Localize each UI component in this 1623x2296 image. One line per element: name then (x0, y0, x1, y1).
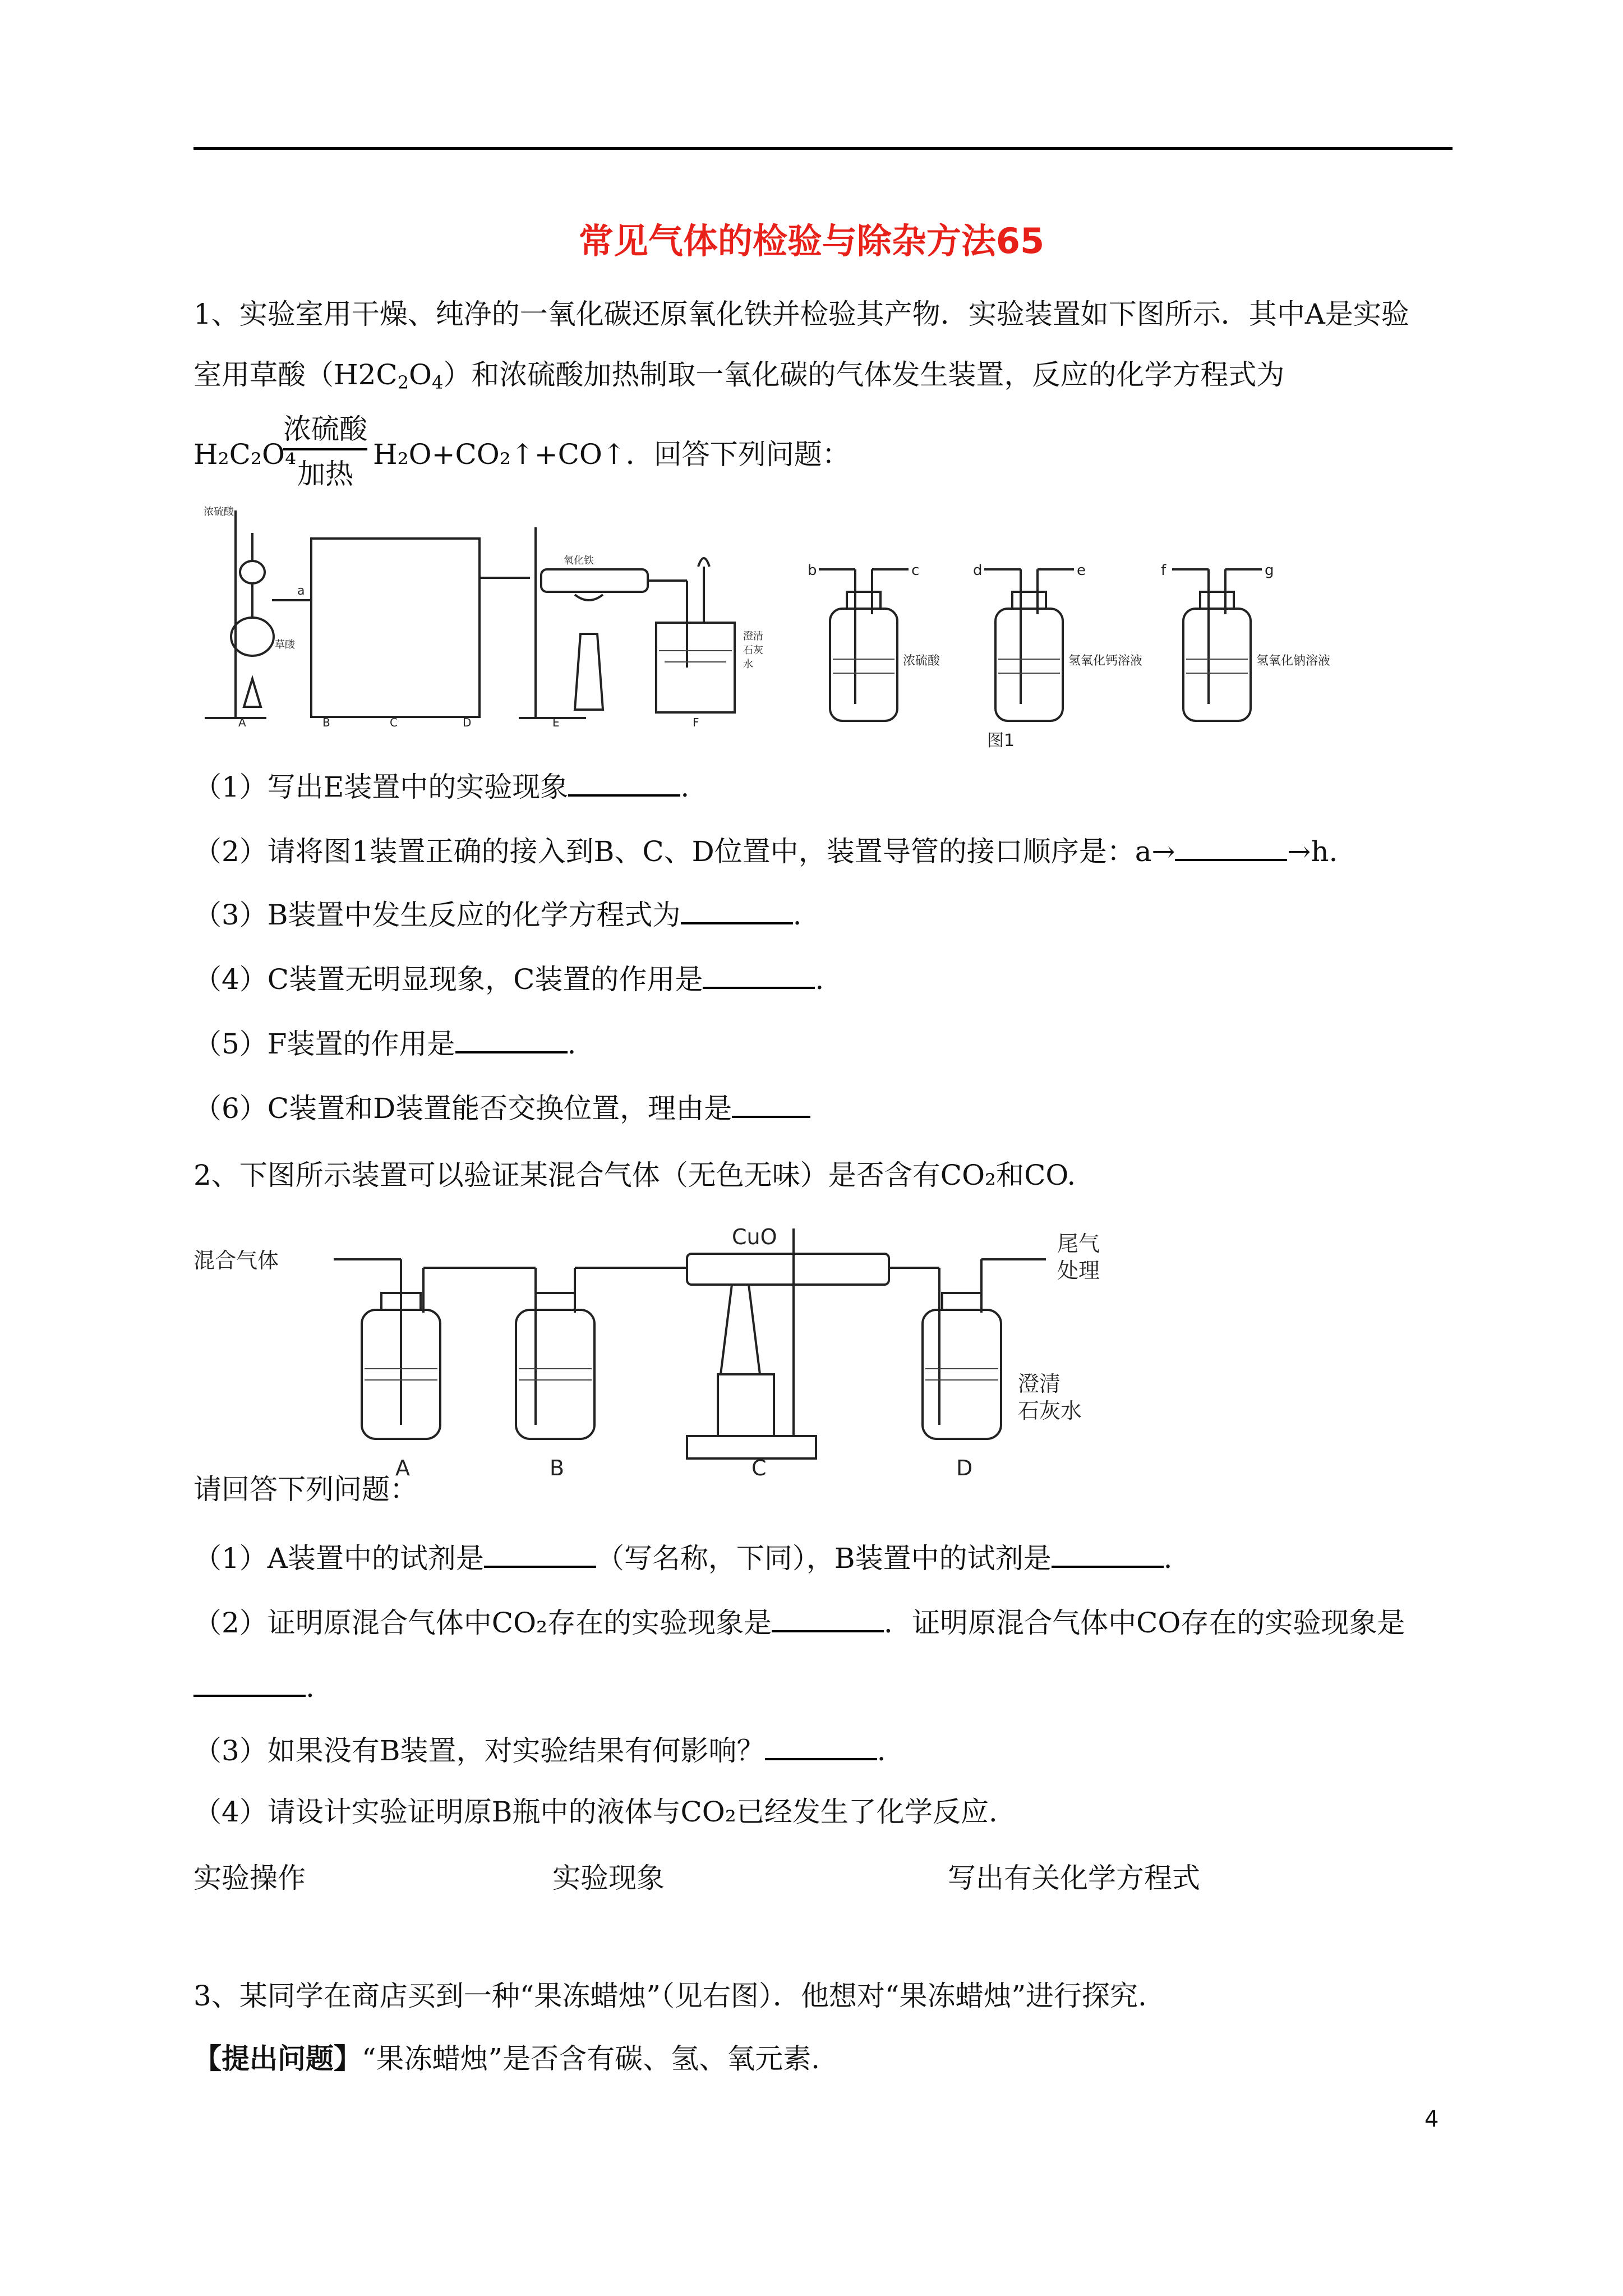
svg-text:石灰: 石灰 (743, 645, 763, 656)
q1-eq-lhs: H₂C₂O₄ (193, 438, 296, 471)
fig1-wash-bottles (808, 553, 1335, 760)
q1-eq-condition (283, 407, 367, 492)
q1-sub6: （6）C装置和D装置能否交换位置，理由是 (193, 1090, 810, 1125)
app-letter-a: A (238, 716, 246, 729)
app-letter-e: E (552, 716, 560, 729)
answer-blank (1052, 1540, 1164, 1568)
eq-condition-bottom: 加热 (297, 458, 353, 490)
port-g: g (1265, 562, 1274, 579)
q2-sub1: （1）A装置中的试剂是 （写名称，下同），B装置中的试剂是 . (193, 1540, 1173, 1575)
answer-blank (681, 896, 793, 924)
q2-sub2-cont: . (193, 1669, 315, 1704)
bottle-label-3: 氢氧化钠溶液 (1256, 654, 1331, 668)
fig2-letter-d: D (956, 1456, 973, 1480)
answer-blank (193, 1669, 306, 1697)
answer-blank (703, 961, 815, 989)
q2-sub4: （4）请设计实验证明原B瓶中的液体与CO₂已经发生了化学反应. (193, 1796, 998, 1828)
q2-sub3: （3）如果没有B装置，对实验结果有何影响？ . (193, 1732, 886, 1768)
q1-intro-line1: 1、实验室用干燥、纯净的一氧化碳还原氧化铁并检验其产物．实验装置如下图所示．其中A是实验 (193, 298, 1409, 330)
bottle-label-2: 氢氧化钙溶液 (1068, 654, 1143, 668)
q1-eq-rhs: H₂O+CO₂↑+CO↑．回答下列问题： (373, 438, 850, 471)
answer-blank (765, 1732, 877, 1760)
label-conc-sulfuric: 浓硫酸 (204, 506, 234, 518)
answer-blank (568, 769, 680, 797)
port-b: b (808, 562, 817, 579)
port-d: d (973, 562, 983, 579)
q1-intro-line2: 室用草酸$(H2C_2O_4)$和浓硫酸加热制取一氧化碳的气体发生装置，反应的化学方程式为 (193, 358, 1285, 393)
q3-problem: 【提出问题】“果冻蜡烛”是否含有碳、氢、氧元素. (193, 2042, 820, 2075)
q2-intro: 2、下图所示装置可以验证某混合气体（无色无味）是否含有CO₂和CO. (193, 1159, 1076, 1191)
q2-ask: 请回答下列问题： (193, 1473, 418, 1506)
page-number: 4 (1424, 2106, 1439, 2132)
fig2-letter-b: B (550, 1456, 565, 1480)
fig2-limewater-2: 石灰水 (1018, 1398, 1082, 1423)
svg-text:澄清: 澄清 (743, 631, 763, 642)
app-letter-d: D (463, 716, 472, 729)
answer-blank (772, 1604, 884, 1632)
svg-text:a: a (297, 584, 305, 598)
fig2-letter-a: A (395, 1456, 410, 1480)
q2-col-operation: 实验操作 (193, 1862, 306, 1894)
q1-sub5: （5）F装置的作用是 . (193, 1025, 576, 1061)
answer-blank (1175, 833, 1287, 861)
q2-sub2: （2）证明原混合气体中CO₂存在的实验现象是 ．证明原混合气体中CO存在的实验现象是 (193, 1604, 1405, 1640)
fig2-exhaust-1: 尾气 (1057, 1231, 1100, 1256)
fig1-label: 图1 (987, 731, 1015, 751)
header-rule (193, 147, 1453, 150)
fig2-exhaust-2: 处理 (1057, 1258, 1100, 1283)
answer-blank (484, 1540, 596, 1568)
answer-blank (732, 1090, 810, 1118)
svg-text:草酸: 草酸 (275, 639, 295, 651)
bottle-label-1: 浓硫酸 (903, 654, 940, 668)
q3-problem-tag: 【提出问题】 (193, 2042, 362, 2075)
q1-sub2: （2）请将图1装置正确的接入到B、C、D位置中，装置导管的接口顺序是：a→ →h. (193, 833, 1338, 868)
svg-text:水: 水 (743, 659, 753, 670)
q3-intro: 3、某同学在商店买到一种“果冻蜡烛”（见右图）．他想对“果冻蜡烛”进行探究. (193, 1980, 1147, 2012)
answer-blank (455, 1025, 568, 1053)
q1-sub3: （3）B装置中发生反应的化学方程式为 . (193, 896, 801, 932)
port-f: f (1161, 562, 1166, 579)
q2-col-equation: 写出有关化学方程式 (948, 1862, 1200, 1894)
eq-condition-top: 浓硫酸 (283, 413, 367, 445)
fig2-inlet: 混合气体 (193, 1248, 279, 1273)
app-letter-b: B (322, 716, 330, 729)
fig2-letter-c: C (751, 1456, 767, 1480)
page-title: 常见气体的检验与除杂方法65 (578, 220, 1045, 261)
svg-text:氧化铁: 氧化铁 (564, 555, 594, 567)
q2-col-phenomenon: 实验现象 (552, 1862, 665, 1894)
port-e: e (1077, 562, 1086, 579)
fig2-cuo: CuO (732, 1225, 777, 1249)
port-c: c (911, 562, 920, 579)
q1-sub4: （4）C装置无明显现象，C装置的作用是 . (193, 961, 824, 996)
app-letter-f: F (693, 716, 699, 729)
q2-apparatus-figure (193, 1217, 1158, 1481)
app-letter-c: C (390, 716, 398, 729)
q1-sub1: （1）写出E装置中的实验现象 . (193, 769, 689, 804)
fig2-limewater-1: 澄清 (1018, 1372, 1061, 1396)
